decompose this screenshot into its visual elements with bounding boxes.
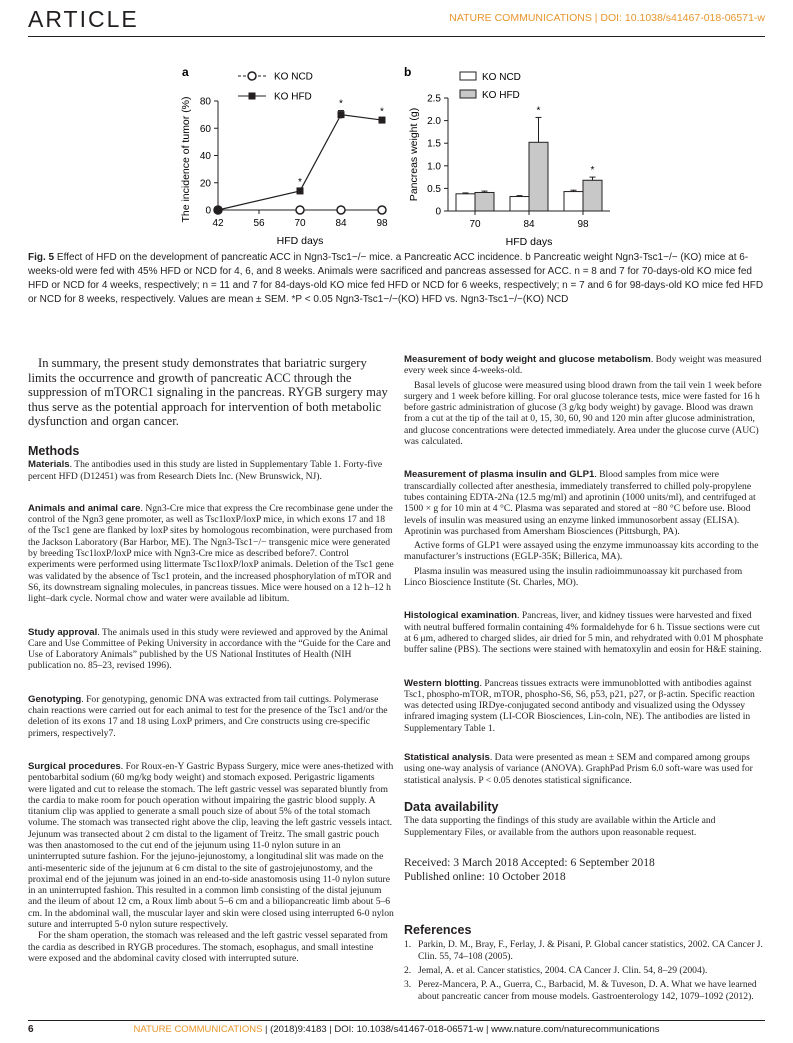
western-text: . Pancreas tissues extracts were immunoblotted with antibodies against Tsc1, phospho-mTOR, mTOR, phospho-S6, S6, p53, p21, p27, or β-actin. Specific reaction was detected using IRDye-conjugated second antibody and visualized using the Odyssey infrared imaging system (LI-COR Biosciences, Lin-coln, NE). The antibodies are listed in Supplementary Table 1. (404, 677, 755, 734)
surgical-text: . For Roux-en-Y Gastric Bypass Surgery, mice were anes-thetized with pentobarbital sodium (60 mg/kg body weight) and stomach exposed. Perigastric ligaments were ligated and cut to release the stomach. The left gastric vessel was separated bluntly from the cardia to make room for pouch operation without impairing the gastric blood supply. A titanium clip was applied to generate a small pouch size of about 5% of the total stomach volume. The stomach was transected right above the clip, leaving the left gastric vessels intact. Jejunum was transected about 2 cm distal to the ligament of Treitz. The small gastric pouch was then anastomosed to the cut end of the jejunum using 11-0 nylon suture in an uninterrupted suture fashion. For the jejuno-jejunostomy, a longitudinal slit was made on the anti-mesenteric side of the jejunum at 6 cm distal to the site of gastrojejunostomy, and the proximal end of the jejunum was joined in an end-to-side anastomosis using 11-0 nylon suture in an uninterrupted fashion. This resulted in a common limb consisting of the distal jejunum and the ileum of about 12 cm, a Roux limb about 5–6 cm and a biliopancreatic limb about 5–6 cm. In the abdominal wall, the muscular layer and skin were closed using interrupted 6-0 nylon suture and interrupted 5-0 nylon suture respectively. (28, 760, 394, 931)
legend-swatch-hfd-b (460, 90, 476, 98)
significance-star-b: * (536, 105, 541, 117)
legend-marker-ncd (248, 72, 256, 80)
page-number: 6 (28, 1024, 34, 1035)
reference-text: Parkin, D. M., Bray, F., Ferlay, J. & Pisani, P. Global cancer statistics, 2002. CA Cancer J. Clin. 55, 74–108 (2005). (418, 939, 763, 962)
data-availability-heading: Data availability (404, 799, 499, 814)
figure-caption (28, 251, 764, 307)
body-weight-paragraph (404, 354, 766, 377)
glucose-paragraph: Basal levels of glucose were measured using blood drawn from the tail vein 1 week before surgery and 1 week before killing. For oral glucose tolerance tests, mice were fasted for 16 h before gastric administration of glucose (3 g/kg body weight) by gavage. Blood was drawn from a cut at the tip of the tail at 0, 15, 30, 60, 90 and 120 min after glucose administration, and glucose concentrations were detected immediately. Area under the glucose curve (AUC) was calculated. (404, 379, 762, 448)
journal-doi-header: NATURE COMMUNICATIONS | DOI: 10.1038/s41467-018-06571-w (449, 12, 765, 24)
statistics-text: . Data were presented as mean ± SEM and compared among groups using one-way analysis of variance (ANOVA). GraphPad Prism 6.0 soft-ware was used for statistical analysis. P < 0.05 denotes statistical significance. (404, 752, 753, 786)
y-tick-label-a: 20 (199, 178, 211, 190)
y-tick-label-b: 1.5 (427, 138, 441, 150)
legend-label-ncd: KO NCD (274, 71, 313, 83)
surgical-paragraph (28, 761, 394, 930)
y-axis-label-b: Pancreas weight (g) (408, 107, 420, 202)
insulin-text: . Blood samples from mice were transcardially collected after anesthesia, immediately transferred to chilled poly-propylene tubes containing EDTA-2Na (12.5 mg/ml) and aprotinin (1000 units/ml), and centrifuged at 1500 × g for 10 min at 4 °C. Plasma was separated and stored at −80 °C before use. Blood levels of insulin was measured using an enzyme linked immunosorbent assay (ELISA). Aprotinin was purchased from Amersham Biosciences (Pittsburgh, PA). (404, 469, 756, 537)
materials-title: Materials (28, 459, 70, 471)
x-tick-label-b: 98 (577, 219, 589, 230)
footer-journal: NATURE COMMUNICATIONS (133, 1024, 263, 1035)
footer-rule (28, 1020, 765, 1021)
point-hfd (297, 187, 304, 194)
y-tick-label-b: 0 (435, 206, 441, 218)
right-column (404, 354, 766, 1005)
reference-item (404, 939, 766, 962)
surgical-title: Surgical procedures (28, 760, 121, 772)
panel-b-letter: b (404, 65, 412, 79)
data-availability-text: The data supporting the findings of this study are available within the Article and Supplementary Files, or available from the authors upon reasonable request. (404, 815, 716, 838)
insulin-paragraph (404, 469, 766, 537)
legend-marker-hfd (249, 93, 256, 100)
legend-label-hfd: KO HFD (274, 91, 312, 103)
summary-paragraph: In summary, the present study demonstrates that bariatric surgery limits the occurrence and growth of pancreatic ACC through the suppression of mTORC1 signaling in the pancreas. RYGB surgery may thus serve as the potential approach for intervention of both metabolic dysfunction and organ cancer. (28, 356, 388, 429)
x-tick-label-a: 42 (212, 218, 224, 229)
reference-number: 1. (404, 939, 412, 951)
bar-hfd (475, 192, 494, 211)
bar-ncd (456, 194, 475, 211)
x-axis-label-b: HFD days (505, 236, 553, 248)
panel-a-letter: a (182, 65, 189, 79)
reference-number: 2. (404, 964, 412, 976)
footer-citation (0, 1024, 793, 1035)
references-list (404, 939, 766, 1002)
significance-star-a: * (298, 176, 302, 188)
methods-heading: Methods (28, 443, 80, 458)
glp1-paragraph: Active forms of GLP1 were assayed using the enzyme immunoassay kits according to the manufacturer’s instructions (EGLP-35K; Billerica, MA). (404, 540, 759, 563)
article-label: ARTICLE (28, 6, 139, 32)
legend-swatch-ncd-b (460, 72, 476, 80)
y-tick-label-b: 2.0 (427, 116, 441, 128)
reference-text: Jemal, A. et al. Cancer statistics, 2004. CA Cancer J. Clin. 54, 8–29 (2004). (418, 964, 708, 976)
point-ncd (337, 206, 345, 214)
study-approval-paragraph (28, 627, 394, 672)
study-approval-title: Study approval (28, 626, 98, 638)
y-tick-label-a: 40 (199, 151, 211, 162)
legend-label-ncd-b: KO NCD (482, 72, 521, 83)
figure-5 (170, 60, 640, 250)
western-title: Western blotting (404, 677, 480, 689)
caption-text: Effect of HFD on the development of pancreatic ACC in Ngn3-Tsc1−/− mice. a Pancreatic ACC incidence. b Pancreatic weight Ngn3-Tsc1−/− (KO) mice at 6-weeks-old were fed with 45% HFD or NCD for 4, 6, and 8 weeks. Animals were sacrificed and pancreas assessed for ACC. n = 8 and 7 for 70-days-old KO mice fed HFD or NCD for 4 weeks, respectively; n = 11 and 7 for 84-days-old KO mice fed HFD or NCD for 6 weeks, respectively; n = 7 and 6 for 98-days-old KO mice fed HFD or NCD for 8 weeks, respectively. Values are mean ± SEM. *P < 0.05 Ngn3-Tsc1−/−(KO) HFD vs. Ngn3-Tsc1−/−(KO) NCD (28, 252, 764, 306)
reference-item (404, 979, 766, 1002)
header-rule (28, 36, 765, 37)
reference-number: 3. (404, 979, 412, 991)
published-online: Published online: 10 October 2018 (404, 870, 566, 884)
x-tick-label-a: 98 (376, 218, 388, 229)
materials-text: . The antibodies used in this study are listed in Supplementary Table 1. Forty-five percent HFD (D12451) was from Research Diets Inc. (New Brunswick, NJ). (28, 459, 383, 482)
genotyping-paragraph (28, 694, 394, 739)
y-tick-label-b: 0.5 (427, 183, 441, 195)
y-tick-label-a: 0 (205, 205, 211, 217)
y-axis-label-a: The incidence of tumor (%) (180, 96, 192, 223)
bar-hfd (583, 180, 602, 211)
point-ncd (378, 206, 386, 214)
animals-title: Animals and animal care (28, 502, 141, 514)
animals-paragraph (28, 503, 394, 605)
x-tick-label-b: 70 (469, 219, 481, 230)
point-hfd (338, 111, 345, 118)
significance-star-a: * (339, 98, 343, 110)
x-tick-label-a: 84 (335, 218, 347, 229)
caption-label: Fig. 5 (28, 252, 55, 263)
legend-label-hfd-b: KO HFD (482, 90, 520, 101)
statistics-title: Statistical analysis (404, 752, 490, 764)
footer-doi: | (2018)9:4183 | DOI: 10.1038/s41467-018-06571-w | www.nature.com/naturecommunications (262, 1024, 660, 1035)
insulin-title: Measurement of plasma insulin and GLP1 (404, 469, 595, 481)
y-tick-label-a: 80 (199, 96, 211, 108)
reference-text: Perez-Mancera, P. A., Guerra, C., Barbacid, M. & Tuveson, D. A. What we have learned about pancreatic cancer from mouse models. Gastroenterology 142, 1079–1092 (2012). (418, 979, 757, 1002)
bar-ncd (510, 197, 529, 211)
series-line-hfd (218, 115, 382, 210)
animals-text: . Ngn3-Cre mice that express the Cre recombinase gene under the control of the Ngn3 gene promoter, as well as Tsc1loxP/loxP mice, in which exons 17 and 18 of the Tsc1 gene are flanked by loxP sites by homologous recombination, were purchased from the Jackson Laboratory (Bar Harbor, ME). The Ngn3-Tsc1−/− transgenic mice were generated by breeding Tsc1loxP/loxP mice with Ngn3-Cre mice as described before7. Control experiments were performed using littermate Tsc1loxP/loxP animals. Deletion of the Tsc1 gene was validated by the absence of Tsc1 protein, and the increased phosphorylation of mTOR and S6, its downstream signaling molecules, in pancreas tissues. Mice were housed on a 12 h–12 h light–dark cycle. Normal chow and water were available ad libitum. (28, 502, 394, 605)
received-accepted: Received: 3 March 2018 Accepted: 6 September 2018 (404, 855, 655, 869)
body-weight-text: . Body weight was measured every week since 4-weeks-old. (404, 354, 762, 377)
histology-title: Histological examination (404, 610, 518, 622)
chart-a (180, 72, 388, 248)
x-tick-label-a: 70 (294, 218, 306, 229)
significance-star-a: * (380, 106, 384, 118)
chart-b (408, 72, 610, 248)
body-weight-title: Measurement of body weight and glucose metabolism (404, 354, 651, 365)
reference-item (404, 965, 766, 976)
references-heading: References (404, 922, 472, 937)
y-tick-label-a: 60 (199, 123, 211, 135)
histology-paragraph (404, 610, 766, 655)
study-approval-text: . The animals used in this study were reviewed and approved by the Animal Care and Use Committee of Peking University in accordance with the “Guide for the Care and Use of Laboratory Animals” published by the US National Institutes of Health (NIH publication no. 85–23, revised 1996). (28, 626, 391, 672)
point-ncd (296, 206, 304, 214)
left-column (28, 356, 394, 964)
western-paragraph (404, 678, 766, 734)
x-tick-label-b: 84 (523, 219, 535, 230)
y-tick-label-b: 1.0 (427, 161, 441, 173)
bar-hfd (529, 142, 548, 211)
genotyping-title: Genotyping (28, 693, 82, 705)
bar-ncd (564, 192, 583, 211)
y-tick-label-b: 2.5 (427, 93, 441, 105)
histology-text: . Pancreas, liver, and kidney tissues were harvested and fixed with neutral buffered formalin containing 4% formaldehyde for 6 h. Tissue sections were cut at 6 μm, adhered to charged slides, air dried for 5 min, and rehydrated with 0.01 M phosphate buffer saline (PBS). The sections were stained with hematoxylin and eosin for H&E staining. (404, 610, 764, 656)
sham-paragraph: For the sham operation, the stomach was released and the left gastric vessel separated from the cardia as described in RYGB procedures. The stomach, esophagus, and small intestine were exposed and the abdominal cavity closed with interrupted suture. (28, 930, 388, 964)
significance-star-b: * (590, 165, 595, 177)
materials-paragraph (28, 459, 394, 482)
point-hfd (215, 207, 222, 214)
genotyping-text: . For genotyping, genomic DNA was extracted from tail cuttings. Polymerase chain reactions were carried out for each animal to test for the presence of the Tsc1 and/or the deletion of its exons 17 and 18 using LoxP primers, and Cre constructs using cre-specific primers, respectively7. (28, 693, 388, 739)
x-axis-label-a: HFD days (276, 235, 324, 247)
insulin-ria-paragraph: Plasma insulin was measured using the insulin radioimmunoassay kit purchased from Linco Bioscience Institute (St. Charles, MO). (404, 565, 743, 589)
statistics-paragraph (404, 752, 766, 786)
x-tick-label-a: 56 (253, 218, 265, 229)
